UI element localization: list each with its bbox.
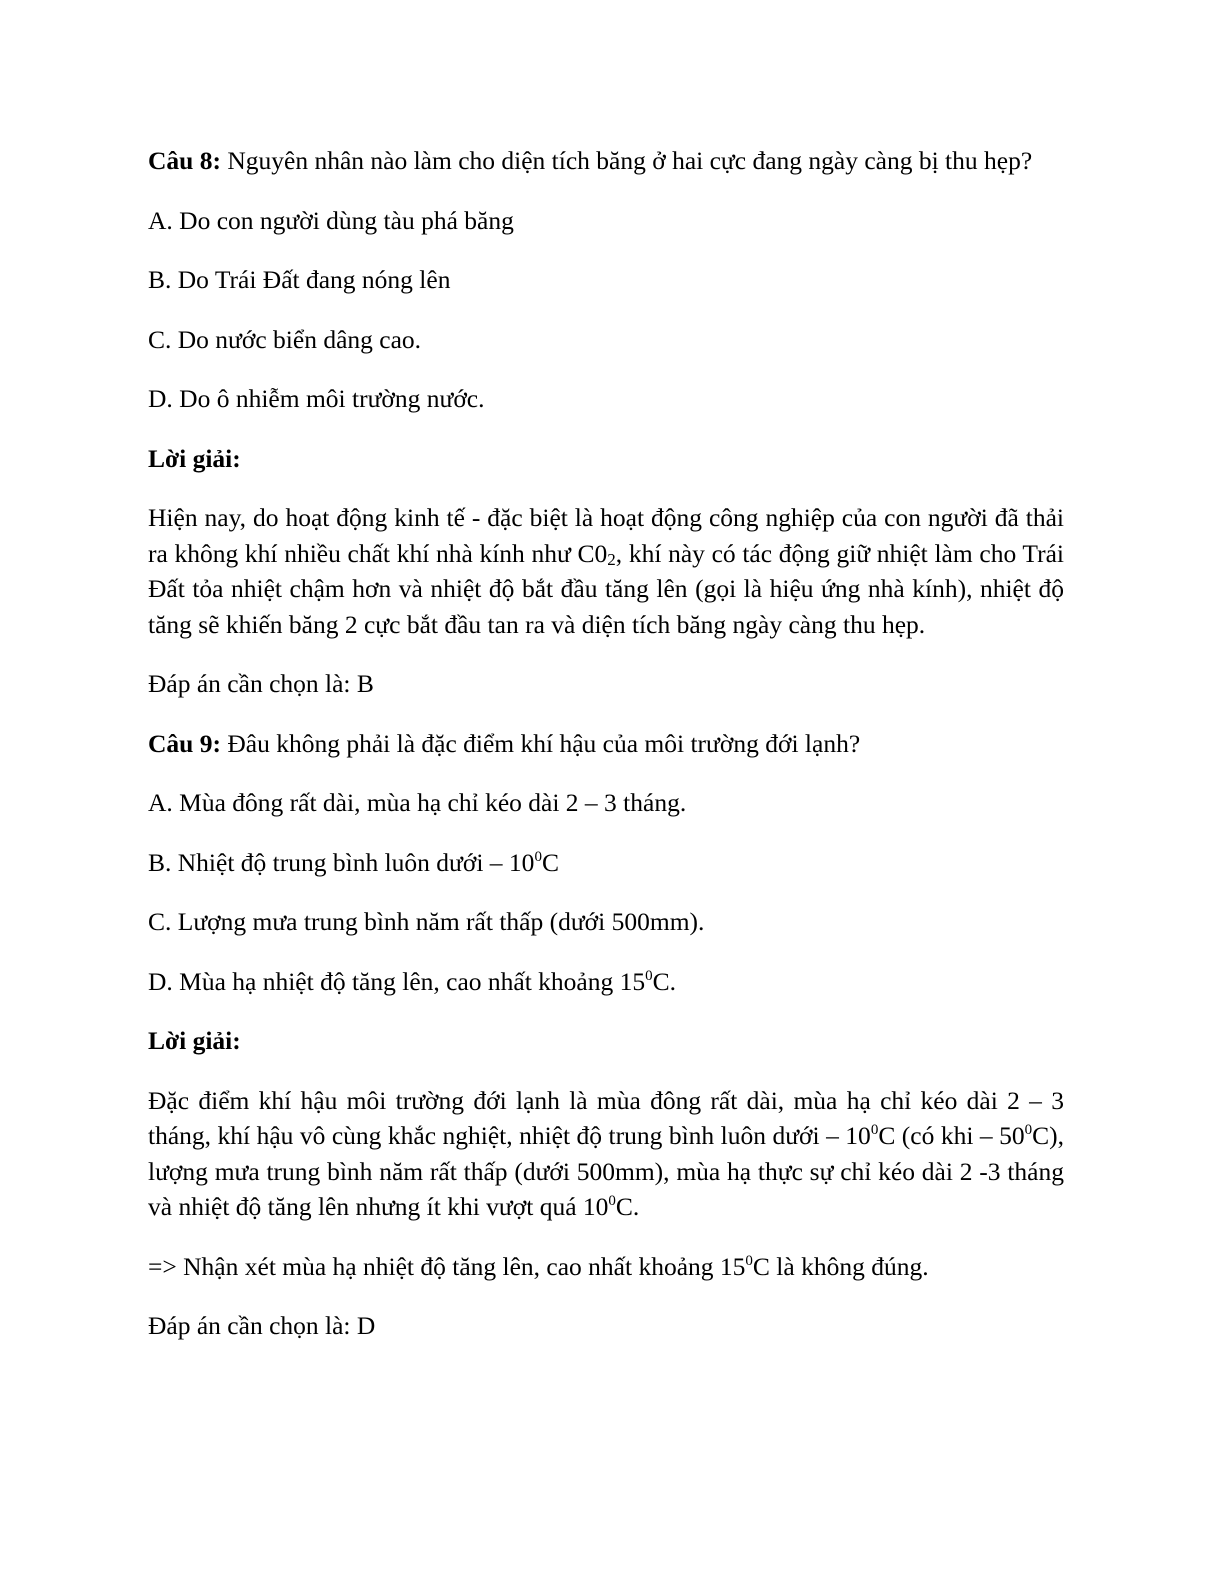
q9-answer: Đáp án cần chọn là: D xyxy=(148,1311,376,1340)
q9-conclusion-end: C là không đúng. xyxy=(752,1251,929,1281)
q9-solution-text xyxy=(148,1083,1064,1225)
q8-solution-part1: Hiện nay, do hoạt động kinh tế - đặc biệt là hoạt động công nghiệp của con người đã thải ra không khí nhiều chất khí nhà kính như C0 xyxy=(148,503,1064,568)
q8-answer: Đáp án cần chọn là: B xyxy=(148,669,374,698)
q9-option-a: A. Mùa đông rất dài, mùa hạ chỉ kéo dài 2 – 3 tháng. xyxy=(148,788,687,817)
q8-option-c: C. Do nước biển dâng cao. xyxy=(148,324,422,354)
q8-solution-part2: , khí này có tác động giữ nhiệt làm cho Trái Đất tỏa nhiệt chậm hơn và nhiệt độ bắt đầu tăng lên (gọi là hiệu ứng nhà kính), nhiệt độ tăng sẽ khiến băng 2 cực bắt đầu tan ra và diện tích băng ngày càng thu hẹp. xyxy=(148,538,1064,639)
q9-option-d xyxy=(148,964,1064,1000)
q9-solution-degree-1: 0 xyxy=(870,1122,879,1138)
question-8-text: Nguyên nhân nào làm cho diện tích băng ở hai cực đang ngày càng bị thu hẹp? xyxy=(220,146,1033,175)
q9-solution-part1: Đặc điểm khí hậu môi trường đới lạnh là mùa đông rất dài, mùa hạ chỉ kéo dài 2 – 3 tháng, khí hậu vô cùng khắc nghiệt, nhiệt độ trung bình luôn dưới – 10 xyxy=(148,1085,1064,1150)
q9-solution-heading xyxy=(148,1023,1064,1059)
q9-solution-degree-3: 0 xyxy=(608,1193,616,1209)
q9-solution-label: Lời giải: xyxy=(148,1026,241,1055)
q9-conclusion xyxy=(148,1249,1064,1285)
q8-solution-heading xyxy=(148,441,1064,477)
question-9 xyxy=(148,726,1064,762)
q8-solution-subscript: 2 xyxy=(607,549,616,569)
q9-option-b-degree: 0 xyxy=(534,848,542,865)
q9-solution-part3: C), lượng mưa trung bình năm rất thấp (dưới 500mm), mùa hạ thực sự chỉ kéo dài 2 -3 tháng và nhiệt độ tăng lên nhưng ít khi vượt quá 10 xyxy=(148,1121,1065,1221)
q9-solution-degree-2: 0 xyxy=(1024,1122,1033,1138)
q9-option-d-unit: C. xyxy=(652,966,677,996)
question-9-text: Đâu không phải là đặc điểm khí hậu của môi trường đới lạnh? xyxy=(220,728,861,758)
q8-option-d: D. Do ô nhiễm môi trường nước. xyxy=(148,384,485,413)
q9-solution-part4: C. xyxy=(615,1192,640,1221)
q9-option-b-text: B. Nhiệt độ trung bình luôn dưới – 10 xyxy=(148,847,535,877)
q9-conclusion-degree: 0 xyxy=(745,1252,753,1269)
document-page xyxy=(148,143,1064,1368)
q8-option-b: B. Do Trái Đất đang nóng lên xyxy=(148,265,451,294)
question-9-label: Câu 9: xyxy=(148,728,221,758)
q9-option-b-unit: C xyxy=(541,847,559,877)
q9-conclusion-text: => Nhận xét mùa hạ nhiệt độ tăng lên, cao nhất khoảng 15 xyxy=(148,1251,746,1281)
q8-solution-text xyxy=(148,500,1064,642)
q9-option-b xyxy=(148,845,1064,881)
q9-solution-part2: C (có khi – 50 xyxy=(878,1121,1025,1150)
q9-option-d-text: D. Mùa hạ nhiệt độ tăng lên, cao nhất khoảng 15 xyxy=(148,966,646,996)
q8-solution-label: Lời giải: xyxy=(148,443,241,473)
question-8 xyxy=(148,143,1064,179)
q9-option-c: C. Lượng mưa trung bình năm rất thấp (dưới 500mm). xyxy=(148,907,705,936)
q9-option-d-degree: 0 xyxy=(645,967,653,984)
q8-option-a: A. Do con người dùng tàu phá băng xyxy=(148,205,514,235)
question-8-label: Câu 8: xyxy=(148,146,221,175)
